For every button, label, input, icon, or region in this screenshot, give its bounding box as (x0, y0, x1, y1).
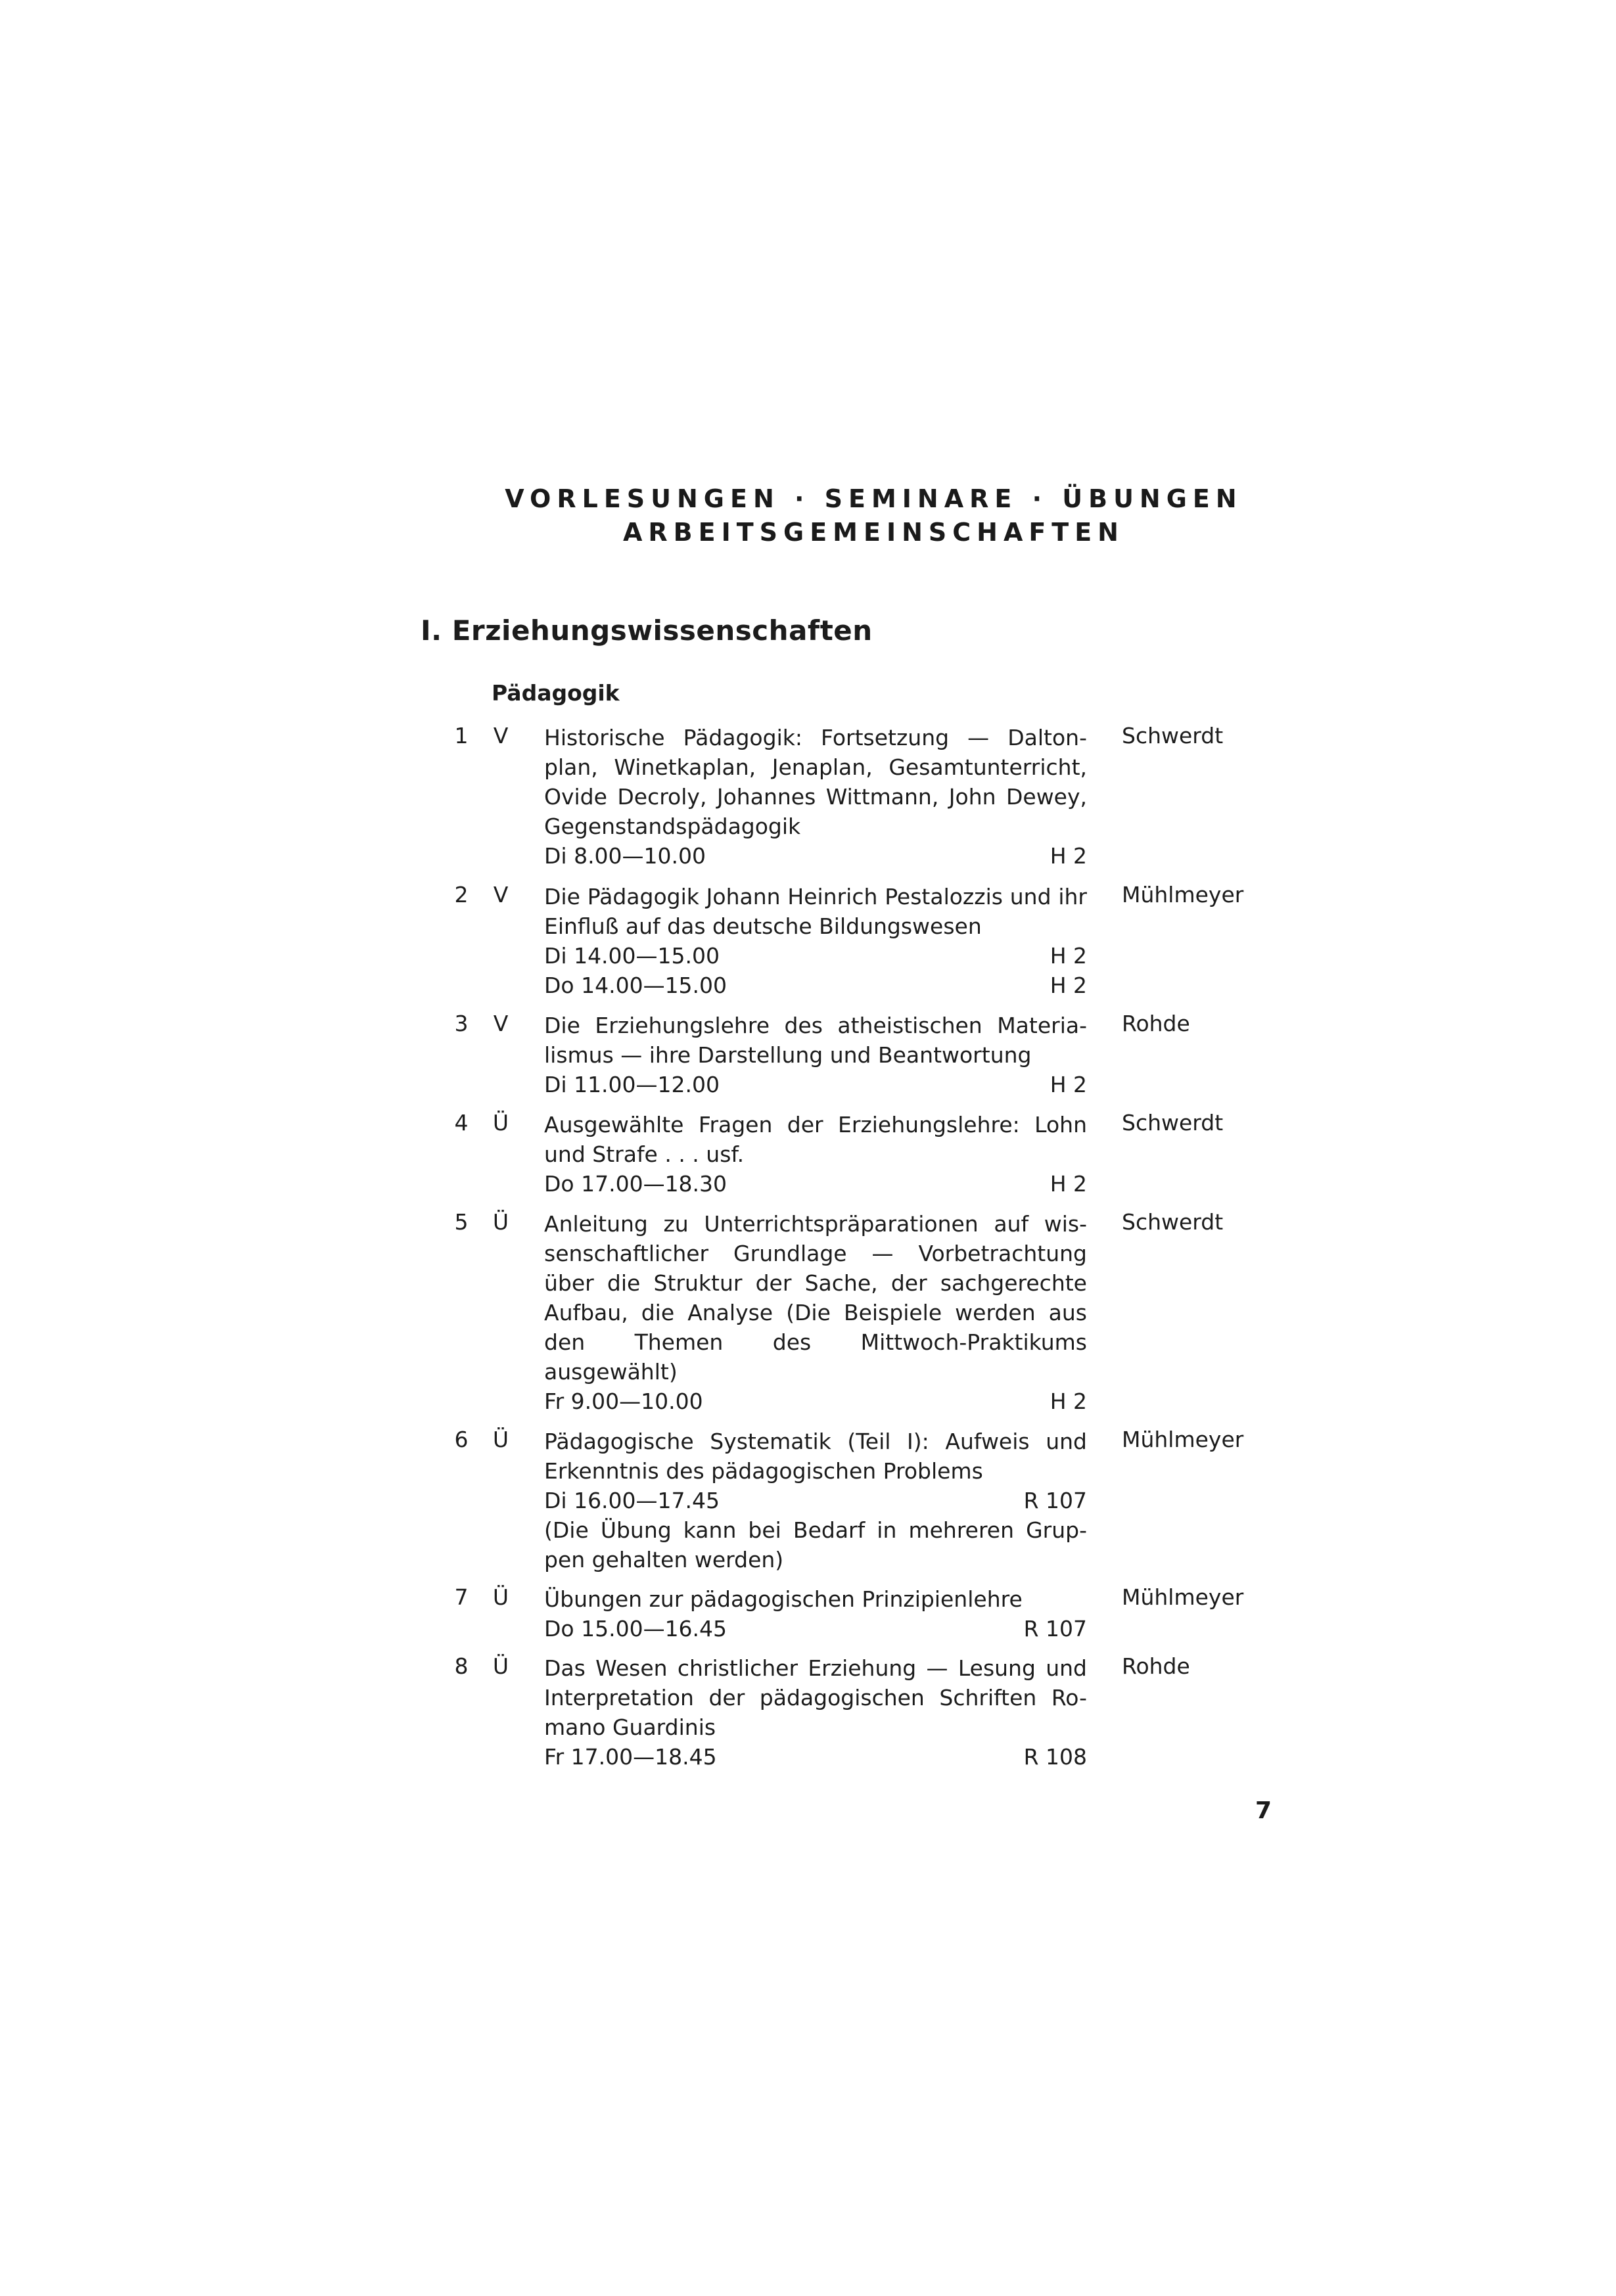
schedule-time: Di 16.00—17.45 (544, 1488, 720, 1513)
schedule-time: Di 8.00—10.00 (544, 843, 706, 869)
course-type: V (493, 723, 509, 748)
schedule-room: H 2 (1050, 943, 1087, 969)
schedule-time: Di 11.00—12.00 (544, 1072, 720, 1097)
course-number: 3 (454, 1011, 469, 1036)
course-description: Pädagogische Systematik (Teil I): Aufweis und Erkenntnis des pädagogischen Problems (544, 1429, 1087, 1484)
schedule-room: H 2 (1050, 1171, 1087, 1197)
course-body (544, 1653, 1087, 1772)
schedule-row (544, 841, 1087, 871)
course-number: 6 (454, 1427, 469, 1452)
schedule-room: H 2 (1050, 973, 1087, 998)
schedule-row (544, 1387, 1087, 1416)
page-number: 7 (1255, 1797, 1272, 1824)
schedule-row (544, 1169, 1087, 1199)
schedule-time: Do 17.00—18.30 (544, 1171, 727, 1197)
course-description: Das Wesen christlicher Erziehung — Lesung und Interpretation der pädagogischen Schriften Ro-mano Guardinis (544, 1655, 1087, 1740)
schedule-room: H 2 (1050, 1072, 1087, 1097)
schedule-row (544, 1486, 1087, 1515)
header-line-1: VORLESUNGEN · SEMINARE · ÜBUNGEN (505, 484, 1243, 513)
course-description: Übungen zur pädagogischen Prinzipienlehre (544, 1586, 1023, 1612)
course-body (544, 1427, 1087, 1574)
course-lecturer: Rohde (1122, 1011, 1190, 1036)
course-description: Die Pädagogik Johann Heinrich Pestalozzis und ihr Einfluß auf das deutsche Bildungswesen (544, 884, 1087, 939)
course-body (544, 882, 1087, 1000)
course-lecturer: Schwerdt (1122, 1110, 1224, 1136)
schedule-row (544, 1614, 1087, 1643)
course-lecturer: Mühlmeyer (1122, 1427, 1244, 1452)
course-note: (Die Übung kann bei Bedarf in mehreren Grup-pen gehalten werden) (544, 1517, 1087, 1573)
course-number: 5 (454, 1209, 469, 1235)
course-type: Ü (492, 1427, 509, 1452)
course-type: Ü (492, 1209, 509, 1235)
course-type: V (493, 1011, 509, 1036)
course-body (544, 1584, 1087, 1643)
course-number: 7 (454, 1584, 469, 1610)
course-body (544, 1209, 1087, 1416)
course-type: Ü (492, 1653, 509, 1679)
schedule-row (544, 1742, 1087, 1772)
course-lecturer: Schwerdt (1122, 1209, 1224, 1235)
course-number: 4 (454, 1110, 469, 1136)
course-description: Anleitung zu Unterrichtspräparationen auf wis-senschaftlicher Grundlage — Vorbetrachtung über die Struktur der Sache, der sachgerechte Aufbau, die Analyse (Die Beispiele werden aus den Themen des Mittwoch-Praktikums ausgewählt) (544, 1211, 1087, 1385)
schedule-time: Fr 9.00—10.00 (544, 1389, 703, 1414)
course-number: 8 (454, 1653, 469, 1679)
schedule-room: R 107 (1023, 1488, 1087, 1513)
schedule-row (544, 971, 1087, 1000)
schedule-time: Do 14.00—15.00 (544, 973, 727, 998)
course-type: Ü (492, 1110, 509, 1136)
course-description: Ausgewählte Fragen der Erziehungslehre: Lohn und Strafe . . . usf. (544, 1112, 1087, 1167)
schedule-row (544, 941, 1087, 971)
course-lecturer: Mühlmeyer (1122, 1584, 1244, 1610)
course-body (544, 1011, 1087, 1099)
schedule-time: Fr 17.00—18.45 (544, 1744, 717, 1770)
subsection-title: Pädagogik (492, 680, 620, 706)
section-title: I. Erziehungswissenschaften (421, 614, 873, 647)
schedule-room: R 108 (1023, 1744, 1087, 1770)
course-description: Historische Pädagogik: Fortsetzung — Dalton-plan, Winetkaplan, Jenaplan, Gesamtunterricht, Ovide Decroly, Johannes Wittmann, John Dewey, Gegenstandspädagogik (544, 725, 1087, 839)
schedule-time: Do 15.00—16.45 (544, 1616, 727, 1642)
course-body (544, 1110, 1087, 1199)
schedule-room: H 2 (1050, 843, 1087, 869)
schedule-row (544, 1070, 1087, 1099)
course-type: Ü (492, 1584, 509, 1610)
course-description: Die Erziehungslehre des atheistischen Materia-lismus — ihre Darstellung und Beantwortung (544, 1013, 1087, 1068)
course-lecturer: Rohde (1122, 1653, 1190, 1679)
schedule-room: H 2 (1050, 1389, 1087, 1414)
header-line-2: ARBEITSGEMEINSCHAFTEN (623, 518, 1124, 547)
course-lecturer: Schwerdt (1122, 723, 1224, 748)
course-number: 2 (454, 882, 469, 907)
schedule-time: Di 14.00—15.00 (544, 943, 720, 969)
course-lecturer: Mühlmeyer (1122, 882, 1244, 907)
course-type: V (493, 882, 509, 907)
course-number: 1 (454, 723, 469, 748)
course-body (544, 723, 1087, 871)
schedule-room: R 107 (1023, 1616, 1087, 1642)
